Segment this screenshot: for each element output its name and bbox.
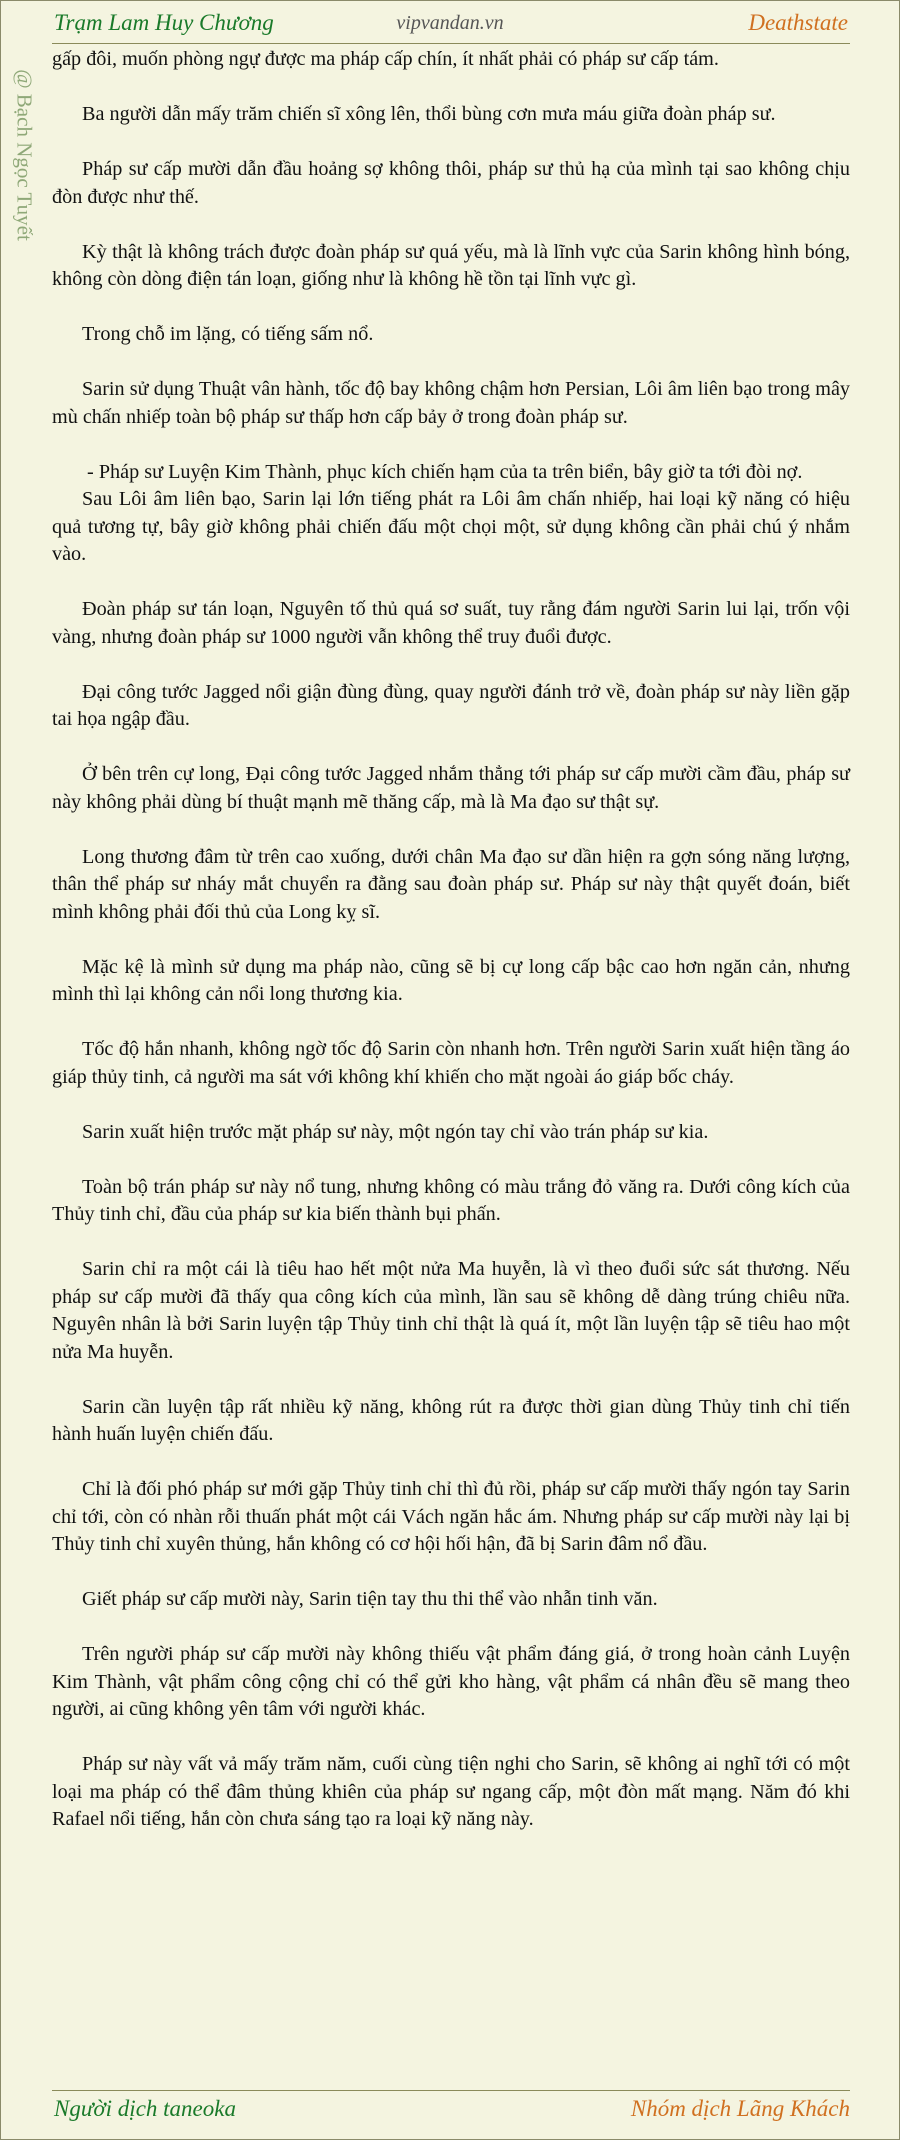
paragraph: Sarin sử dụng Thuật vân hành, tốc độ bay không chậm hơn Persian, Lôi âm liên bạo trong mây mù chấn nhiếp toàn bộ pháp sư thấp hơn cấp bảy ở trong đoàn pháp sư. (52, 378, 850, 428)
paragraph: Sarin xuất hiện trước mặt pháp sư này, một ngón tay chỉ vào trán pháp sư kia. (82, 1120, 709, 1143)
chapter-text (52, 46, 850, 1861)
paragraph: gấp đôi, muốn phòng ngự được ma pháp cấp chín, ít nhất phải có pháp sư cấp tám. (52, 48, 719, 70)
paragraph: Toàn bộ trán pháp sư này nổ tung, nhưng không có màu trắng đỏ văng ra. Dưới công kích của Thủy tinh chỉ, đầu của pháp sư kia biến thành bụi phấn. (52, 1175, 850, 1225)
footer-group: Nhóm dịch Lãng Khách (630, 2096, 850, 2121)
paragraph: Kỳ thật là không trách được đoàn pháp sư quá yếu, mà là lĩnh vực của Sarin không hình bóng, không còn dòng điện tán loạn, giống như là không hề tồn tại lĩnh vực gì. (52, 240, 850, 290)
header-rule (52, 43, 850, 44)
paragraph: Mặc kệ là mình sử dụng ma pháp nào, cũng sẽ bị cự long cấp bậc cao hơn ngăn cản, nhưng mình thì lại không cản nổi long thương kia. (52, 955, 850, 1005)
paragraph: Ở bên trên cự long, Đại công tước Jagged nhắm thẳng tới pháp sư cấp mười cầm đầu, pháp sư này không phải dùng bí thuật mạnh mẽ thăng cấp, mà là Ma đạo sư thật sự. (52, 763, 850, 813)
page-footer (52, 2096, 850, 2136)
paragraph: Long thương đâm từ trên cao xuống, dưới chân Ma đạo sư dần hiện ra gợn sóng năng lượng, thân thể pháp sư nháy mắt chuyển ra đằng sau đoàn pháp sư. Pháp sư này thật quyết đoán, biết mình không phải đối thủ của Long kỵ sĩ. (52, 845, 850, 923)
paragraph: Trên người pháp sư cấp mười này không thiếu vật phẩm đáng giá, ở trong hoàn cảnh Luyện Kim Thành, vật phẩm công cộng chỉ có thể gửi kho hàng, vật phẩm cá nhân đều sẽ mang theo người, ai cũng không yên tâm với người khác. (52, 1643, 850, 1720)
header-url: vipvandan.vn (396, 12, 504, 34)
paragraph: Ba người dẫn mấy trăm chiến sĩ xông lên, thổi bùng cơn mưa máu giữa đoàn pháp sư. (82, 103, 776, 125)
paragraph: Đoàn pháp sư tán loạn, Nguyên tố thủ quá sơ suất, tuy rằng đám người Sarin lui lại, trốn vội vàng, nhưng đoàn pháp sư 1000 người vẫn không thể truy đuổi được. (52, 598, 850, 648)
paragraph: Giết pháp sư cấp mười này, Sarin tiện tay thu thi thể vào nhẫn tinh văn. (82, 1588, 658, 1610)
paragraph: Sau Lôi âm liên bạo, Sarin lại lớn tiếng phát ra Lôi âm chấn nhiếp, hai loại kỹ năng có hiệu quả tương tự, bây giờ không phải chiến đấu một chọi một, sử dụng không cần phải chú ý nhắm vào. (52, 488, 850, 565)
paragraph: Tốc độ hắn nhanh, không ngờ tốc độ Sarin còn nhanh hơn. Trên người Sarin xuất hiện tầng áo giáp thủy tinh, cả người ma sát với không khí khiến cho mặt ngoài áo giáp bốc cháy. (52, 1038, 850, 1088)
watermark (6, 50, 42, 260)
header-site-name: Trạm Lam Huy Chương (54, 10, 274, 35)
watermark-text: @ Bạch Ngọc Tuyết (12, 69, 37, 241)
page-header (52, 0, 848, 45)
paragraph-dialogue: - Pháp sư Luyện Kim Thành, phục kích chiến hạm của ta trên biển, bây giờ ta tới đòi nợ. (82, 460, 803, 483)
footer-rule (52, 2090, 850, 2091)
header-author: Deathstate (748, 10, 848, 35)
paragraph: Pháp sư cấp mười dẫn đầu hoảng sợ không thôi, pháp sư thủ hạ của mình tại sao không chịu đòn được như thế. (52, 158, 850, 208)
paragraph: Sarin chỉ ra một cái là tiêu hao hết một nửa Ma huyễn, là vì theo đuổi sức sát thương. Nếu pháp sư cấp mười đã thấy qua công kích của mình, lần sau sẽ không dễ dàng trúng chiêu nữa. Nguyên nhân là bởi Sarin luyện tập Thủy tinh chỉ thật là quá ít, một lần luyện tập sẽ tiêu hao một nửa Ma huyễn. (52, 1258, 850, 1363)
paragraph: Pháp sư này vất vả mấy trăm năm, cuối cùng tiện nghi cho Sarin, sẽ không ai nghĩ tới có một loại ma pháp có thể đâm thủng khiên của pháp sư ngang cấp, một đòn mất mạng. Năm đó khi Rafael nổi tiếng, hắn còn chưa sáng tạo ra loại kỹ năng này. (52, 1753, 850, 1830)
paragraph: Trong chỗ im lặng, có tiếng sấm nổ. (82, 323, 374, 345)
footer-translator: Người dịch taneoka (54, 2096, 236, 2121)
paragraph: Chỉ là đối phó pháp sư mới gặp Thủy tinh chỉ thì đủ rồi, pháp sư cấp mười thấy ngón tay Sarin chỉ tới, còn có nhàn rỗi thuấn phát một cái Vách ngăn hắc ám. Nhưng pháp sư cấp mười này lại bị Thủy tinh chỉ xuyên thủng, hắn không có cơ hội hối hận, đã bị Sarin đâm nổ đầu. (52, 1478, 850, 1555)
paragraph: Đại công tước Jagged nổi giận đùng đùng, quay người đánh trở về, đoàn pháp sư này liền gặp tai họa ngập đầu. (52, 680, 850, 730)
paragraph: Sarin cần luyện tập rất nhiều kỹ năng, không rút ra được thời gian dùng Thủy tinh chỉ tiến hành huấn luyện chiến đấu. (52, 1395, 850, 1445)
